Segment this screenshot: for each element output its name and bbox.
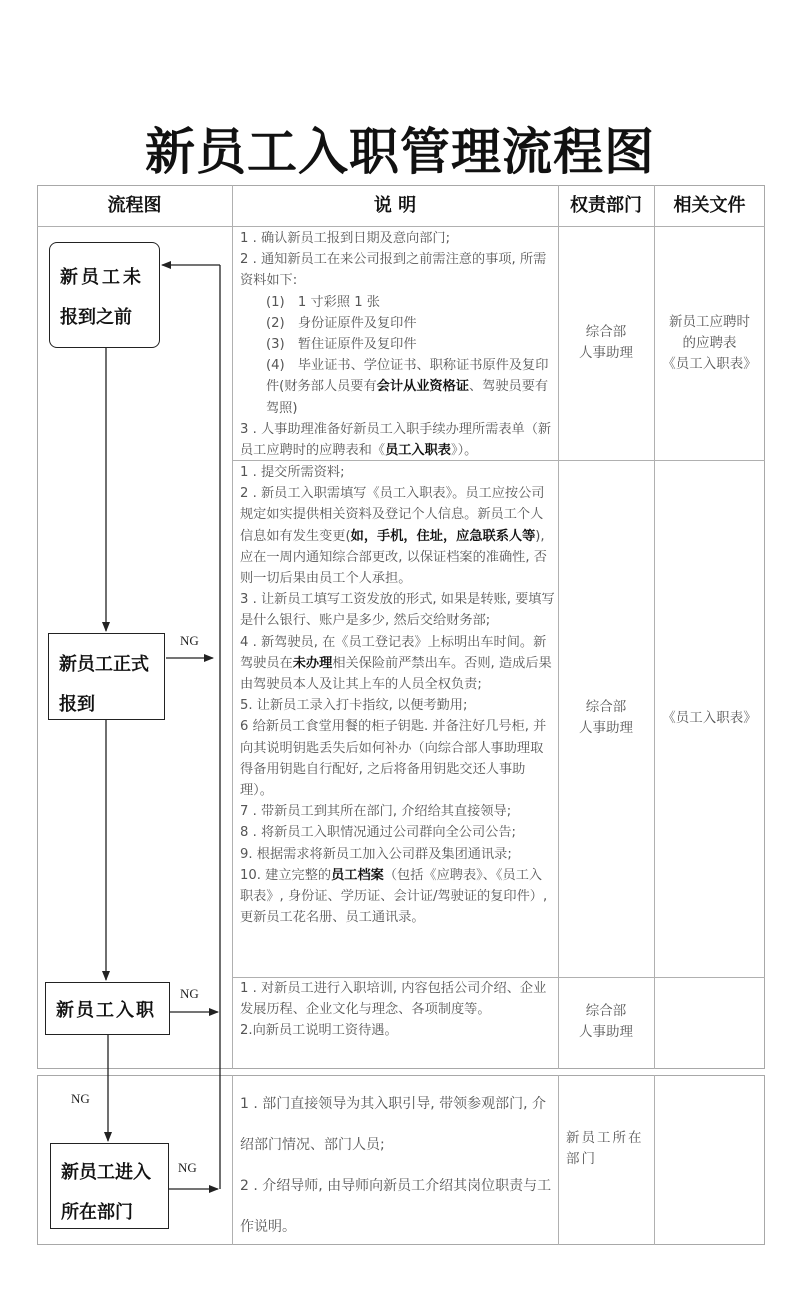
desc-text: 10. 建立完整的 xyxy=(240,867,332,883)
desc-text: 2 . 新员工入职需填写《员工入职表》。员工应按公司规定如实提供相关资料及登记个人信息。新员工个人信息如有发生变更( xyxy=(240,486,545,544)
header-responsible-dept: 权责部门 xyxy=(570,195,642,216)
node-line: 所在部门 xyxy=(61,1202,133,1223)
file-line: 新员工应聘时 xyxy=(669,314,750,330)
row1-description xyxy=(240,228,555,461)
node-line: 新员工正式 xyxy=(59,654,149,675)
desc-bold: 员工入职表 xyxy=(385,443,451,459)
desc-line xyxy=(240,483,555,589)
desc-line: 1 . 确认新员工报到日期及意向部门; xyxy=(240,231,451,246)
desc-line: 2 . 介绍导师, 由导师向新员工介绍其岗位职责与工作说明。 xyxy=(240,1178,552,1235)
desc-line: 1 . 对新员工进行入职培训, 内容包括公司介绍、企业发展历程、企业文化与理念、各项制度等。 xyxy=(240,981,547,1018)
row2-files xyxy=(654,708,765,729)
desc-line: 1 . 部门直接领导为其入职引导, 带领参观部门, 介绍部门情况、部门人员; xyxy=(240,1096,547,1153)
header-flowchart: 流程图 xyxy=(107,195,162,216)
flow-node-onboarding[interactable] xyxy=(45,982,170,1035)
desc-text: 3 . 人事助理准备好新员工入职手续办理所需表单（新员工应聘时的应聘表和《 xyxy=(240,421,552,459)
desc-line: 7 . 带新员工到其所在部门, 介绍给其直接领导; xyxy=(240,804,512,820)
page-title: 新员工入职管理流程图 xyxy=(145,123,655,181)
desc-line xyxy=(240,632,555,696)
desc-item: (1) 1 寸彩照 1 张 xyxy=(266,294,380,310)
desc-bold: 员工档案 xyxy=(331,867,384,883)
desc-text: 4 . 新驾驶员, 在《员工登记表》上标明出车时间。新驾驶员在 xyxy=(240,634,547,671)
desc-line: 3 . 让新员工填写工资发放的形式, 如果是转账, 要填写是什么银行、账户是多少, 然后交给财务部; xyxy=(240,592,555,629)
desc-text: ), 应在一周内通知综合部更改, 以保证档案的准确性, 否则一切后果由员工个人承担。 xyxy=(240,528,547,587)
file-line: 《员工入职表》 xyxy=(662,356,757,372)
desc-text: （包括《应聘表》、《员工入职表》, 身份证、学历证、会计证/驾驶证的复印件）, 更新员工花名册、员工通讯录。 xyxy=(240,867,548,926)
desc-bold: 会计从业资格证 xyxy=(376,379,469,395)
file-line: 《员工入职表》 xyxy=(662,710,757,726)
dept-line: 综合部 xyxy=(585,699,627,715)
desc-line: 2.向新员工说明工资待遇。 xyxy=(240,1023,398,1039)
row4-description xyxy=(240,1084,555,1248)
node-line: 新员工未 xyxy=(60,267,144,288)
row3-description xyxy=(240,978,555,1042)
desc-text: 相关保险前严禁出车。否则, 造成后果由驾驶员本人及让其上车的人员全权负责; xyxy=(240,655,552,693)
desc-line: 5. 让新员工录入打卡指纹, 以便考勤用; xyxy=(240,698,468,714)
desc-line: 8 . 将新员工入职情况通过公司群向全公司公告; xyxy=(240,825,516,841)
desc-item xyxy=(240,355,555,419)
flow-node-formal-report[interactable] xyxy=(48,633,165,720)
file-line: 的应聘表 xyxy=(682,335,737,351)
desc-line: 9. 根据需求将新员工加入公司群及集团通讯录; xyxy=(240,846,512,862)
header-description: 说 明 xyxy=(373,195,417,216)
flow-node-enter-department[interactable] xyxy=(50,1143,169,1229)
dept-line: 人事助理 xyxy=(579,1024,633,1040)
desc-text: 》）。 xyxy=(451,443,478,459)
desc-line: 6 给新员工食堂用餐的柜子钥匙. 并备注好几号柜, 并向其说明钥匙丢失后如何补办（向综合部人事助理取得备用钥匙自行配好, 之后将备用钥匙交还人事助理）。 xyxy=(240,719,547,799)
desc-text: (4) 毕业证书、学位证书、职称证书原件及复印件(财务部人员要有 xyxy=(266,358,549,395)
row1-files xyxy=(654,312,765,375)
desc-bold: 未办理 xyxy=(292,655,333,671)
dept-line: 综合部 xyxy=(585,324,627,340)
ng-label: NG xyxy=(180,633,199,648)
desc-item: (3) 暂住证原件及复印件 xyxy=(266,337,417,353)
dept-line: 人事助理 xyxy=(579,720,633,736)
desc-text: 、驾驶员要有驾照) xyxy=(266,379,549,416)
row1-dept xyxy=(558,322,654,364)
node-line: 新员工进入 xyxy=(61,1162,151,1183)
desc-line: 1 . 提交所需资料; xyxy=(240,465,345,480)
node-line: 报到 xyxy=(59,694,95,715)
row2-dept xyxy=(558,697,654,739)
node-line: 新员工入职 xyxy=(56,1000,156,1021)
ng-label: NG xyxy=(180,986,199,1001)
row3-dept xyxy=(558,1001,654,1043)
row2-description xyxy=(240,462,555,928)
dept-line: 人事助理 xyxy=(579,345,633,361)
desc-item: (2) 身份证原件及复印件 xyxy=(266,315,417,331)
node-line: 报到之前 xyxy=(60,307,132,328)
desc-bold: 如，手机，住址，应急联系人等 xyxy=(350,528,536,544)
ng-label: NG xyxy=(178,1160,197,1175)
dept-line: 综合部 xyxy=(585,1003,627,1019)
desc-line: 2 . 通知新员工在来公司报到之前需注意的事项, 所需资料如下: xyxy=(240,252,547,289)
desc-line xyxy=(240,419,555,461)
flow-node-before-report[interactable] xyxy=(49,242,160,348)
desc-line xyxy=(240,865,555,929)
row4-dept xyxy=(566,1128,648,1170)
header-related-files: 相关文件 xyxy=(673,195,746,216)
dept-line: 新员工所在部门 xyxy=(566,1130,644,1167)
ng-label: NG xyxy=(71,1091,90,1106)
